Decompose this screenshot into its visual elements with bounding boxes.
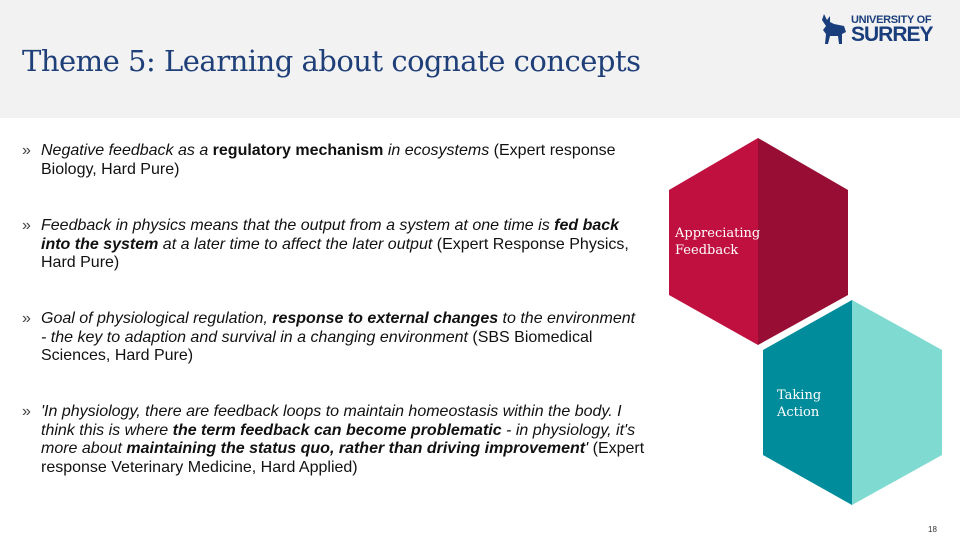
bullet-text-run: (Expert response Biology, Hard Pure) — [41, 142, 616, 178]
logo-line2: SURREY — [851, 23, 933, 47]
bullet-marker: » — [22, 310, 31, 327]
bullet-marker: » — [22, 217, 31, 234]
bullet-text-run: (Expert response Veterinary Medicine, Hard Applied) — [41, 440, 645, 476]
bullet-text-run: fed back into the system — [41, 217, 620, 253]
bullet-text-run: 'In physiology, there are feedback loops to maintain homeostasis within the body. I think this is where — [41, 403, 622, 439]
bullet-text-run: (Expert Response Physics, Hard Pure) — [41, 235, 629, 271]
bullet-text-run: response to external changes — [272, 310, 499, 327]
bullet-marker: » — [22, 403, 31, 420]
bullet-text-run: to the environment - the key to adaption and survival in a changing environment — [41, 310, 636, 346]
hexagon-action-right — [852, 300, 942, 505]
bullet-text-run: maintaining the status quo, rather than driving improvement — [126, 440, 586, 457]
page-number: 18 — [928, 525, 937, 534]
bullet-text-run: Goal of physiological regulation, — [41, 310, 273, 327]
bullet-text-run: - in physiology, it's more about — [41, 421, 636, 457]
bullet-text-run: the term feedback can become problematic — [172, 421, 502, 439]
bullet-text-run: Negative feedback as a — [41, 142, 213, 159]
logo-line1: UNIVERSITY OF — [851, 13, 932, 26]
bullet-text-run: Feedback in physics means that the output from a system at one time is — [41, 217, 555, 234]
slide-title: Theme 5: Learning about cognate concepts — [22, 44, 641, 78]
bullet-text-run: regulatory mechanism — [212, 142, 384, 159]
bullet-text-run: (SBS Biomedical Sciences, Hard Pure) — [41, 328, 593, 364]
hexagon-label-action: Taking Action — [777, 388, 822, 420]
bullet-text-run: at a later time to affect the later output — [158, 235, 437, 253]
bullet-text-run: in ecosystems — [383, 142, 494, 159]
hexagon-label-appreciating: Appreciating Feedback — [675, 226, 761, 258]
bullet-text-run: ' — [585, 440, 593, 457]
bullet-marker: » — [22, 142, 31, 159]
